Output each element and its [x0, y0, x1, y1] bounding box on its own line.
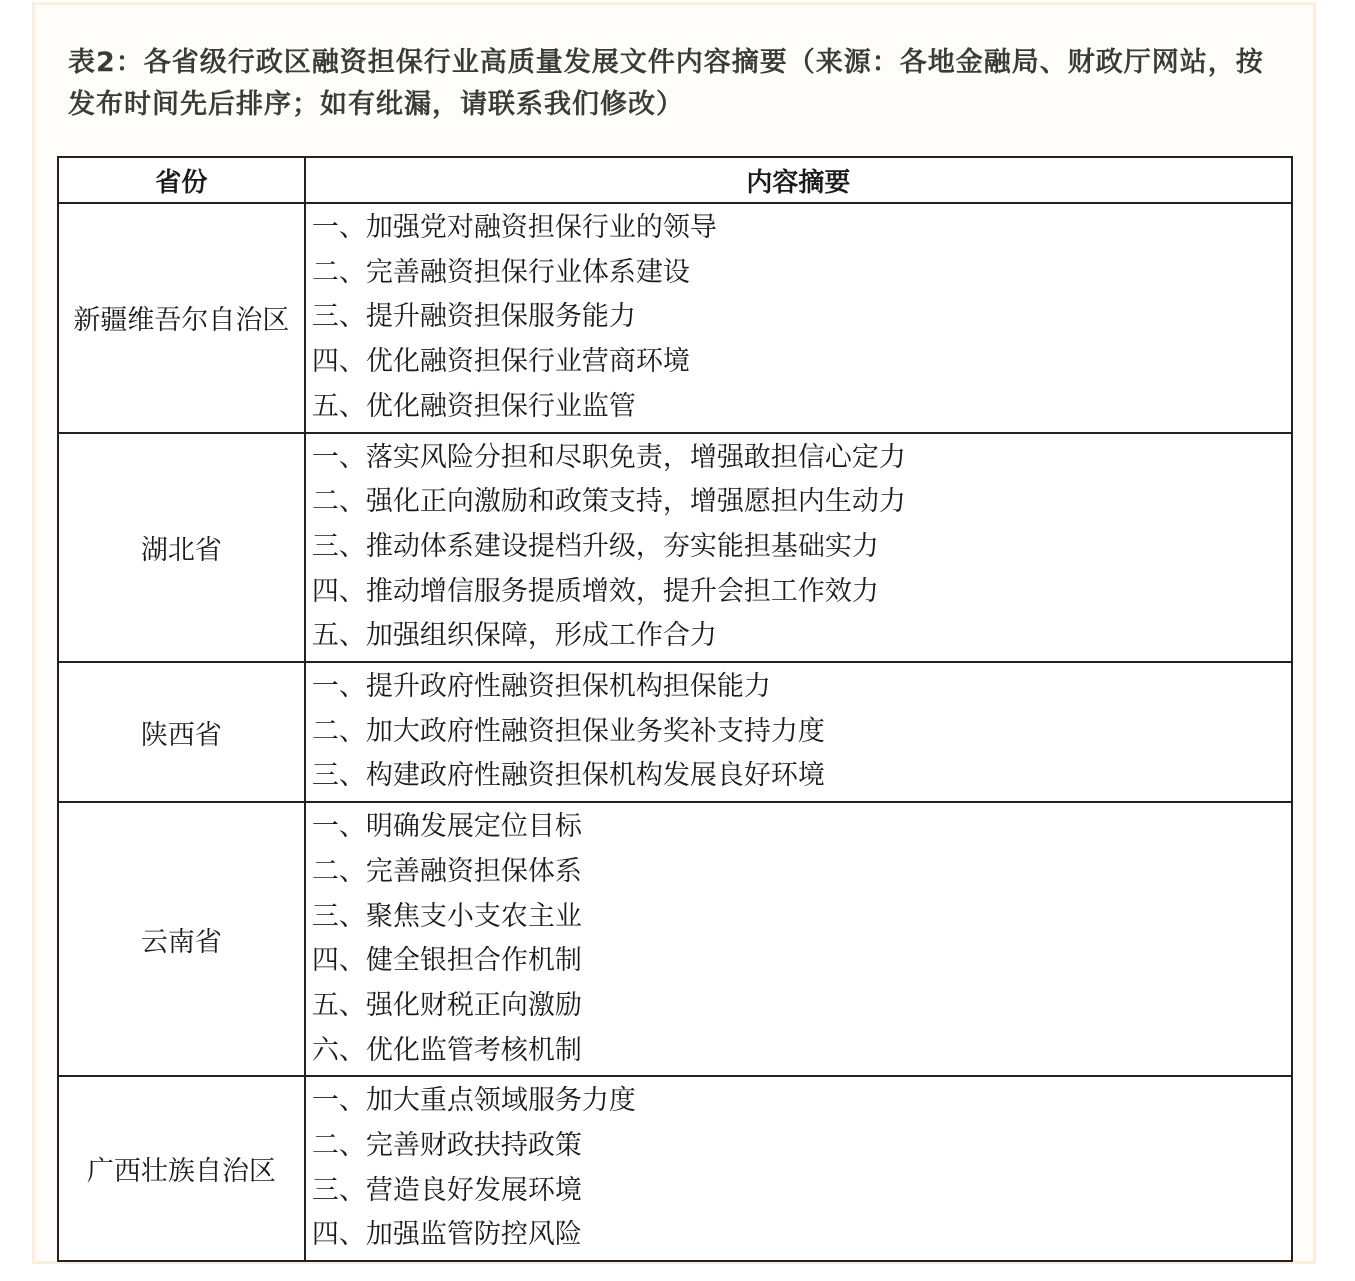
list-item: 二、强化正向激励和政策支持，增强愿担内生动力 [311, 486, 906, 518]
header-province: 省份 [58, 157, 305, 203]
list-item: 二、加大政府性融资担保业务奖补支持力度 [311, 715, 825, 747]
summary-list [306, 1077, 1291, 1260]
list-item: 五、加强组织保障，形成工作合力 [311, 620, 717, 652]
page-footer-space [0, 1266, 1355, 1281]
list-item: 四、加强监管防控风险 [311, 1219, 582, 1251]
list-item: 二、完善融资担保体系 [311, 855, 582, 887]
list-item: 一、加大重点领域服务力度 [311, 1085, 636, 1117]
summary-list [306, 803, 1291, 1075]
province-cell: 新疆维吾尔自治区 [58, 203, 305, 433]
summary-cell [305, 662, 1292, 802]
province-cell: 云南省 [58, 802, 305, 1076]
list-item: 一、落实风险分担和尽职免责，增强敢担信心定力 [311, 441, 906, 473]
list-item: 四、健全银担合作机制 [311, 945, 582, 977]
table-header-row [58, 157, 1292, 203]
summary-cell [305, 433, 1292, 663]
table-row [58, 433, 1292, 663]
list-item: 四、优化融资担保行业营商环境 [311, 346, 690, 378]
table-row [58, 802, 1292, 1076]
table-row [58, 662, 1292, 802]
list-item: 三、推动体系建设提档升级，夯实能担基础实力 [311, 530, 879, 562]
list-item: 一、提升政府性融资担保机构担保能力 [311, 671, 771, 703]
summary-cell [305, 203, 1292, 433]
list-item: 一、明确发展定位目标 [311, 811, 582, 843]
province-cell: 湖北省 [58, 433, 305, 663]
summary-table [57, 156, 1293, 1262]
province-cell: 陕西省 [58, 662, 305, 802]
summary-list [306, 434, 1291, 662]
list-item: 二、完善财政扶持政策 [311, 1130, 582, 1162]
list-item: 四、推动增信服务提质增效，提升会担工作效力 [311, 575, 879, 607]
list-item: 二、完善融资担保行业体系建设 [311, 256, 690, 288]
province-cell: 广西壮族自治区 [58, 1076, 305, 1261]
summary-list [306, 204, 1291, 432]
list-item: 五、强化财税正向激励 [311, 989, 582, 1021]
list-item: 一、加强党对融资担保行业的领导 [311, 212, 717, 243]
list-item: 五、优化融资担保行业监管 [311, 390, 636, 422]
list-item: 六、优化监管考核机制 [311, 1034, 582, 1066]
table-caption: 表2：各省级行政区融资担保行业高质量发展文件内容摘要（来源：各地金融局、财政厅网站，按发布时间先后排序；如有纰漏，请联系我们修改） [68, 47, 1264, 120]
table-row [58, 203, 1292, 433]
list-item: 三、营造良好发展环境 [311, 1174, 582, 1206]
header-content-summary: 内容摘要 [305, 157, 1292, 203]
table-row [58, 1076, 1292, 1261]
summary-cell [305, 802, 1292, 1076]
list-item: 三、聚焦支小支农主业 [311, 900, 582, 932]
list-item: 三、构建政府性融资担保机构发展良好环境 [311, 760, 825, 792]
summary-list [306, 663, 1291, 801]
summary-cell [305, 1076, 1292, 1261]
list-item: 三、提升融资担保服务能力 [311, 301, 636, 333]
